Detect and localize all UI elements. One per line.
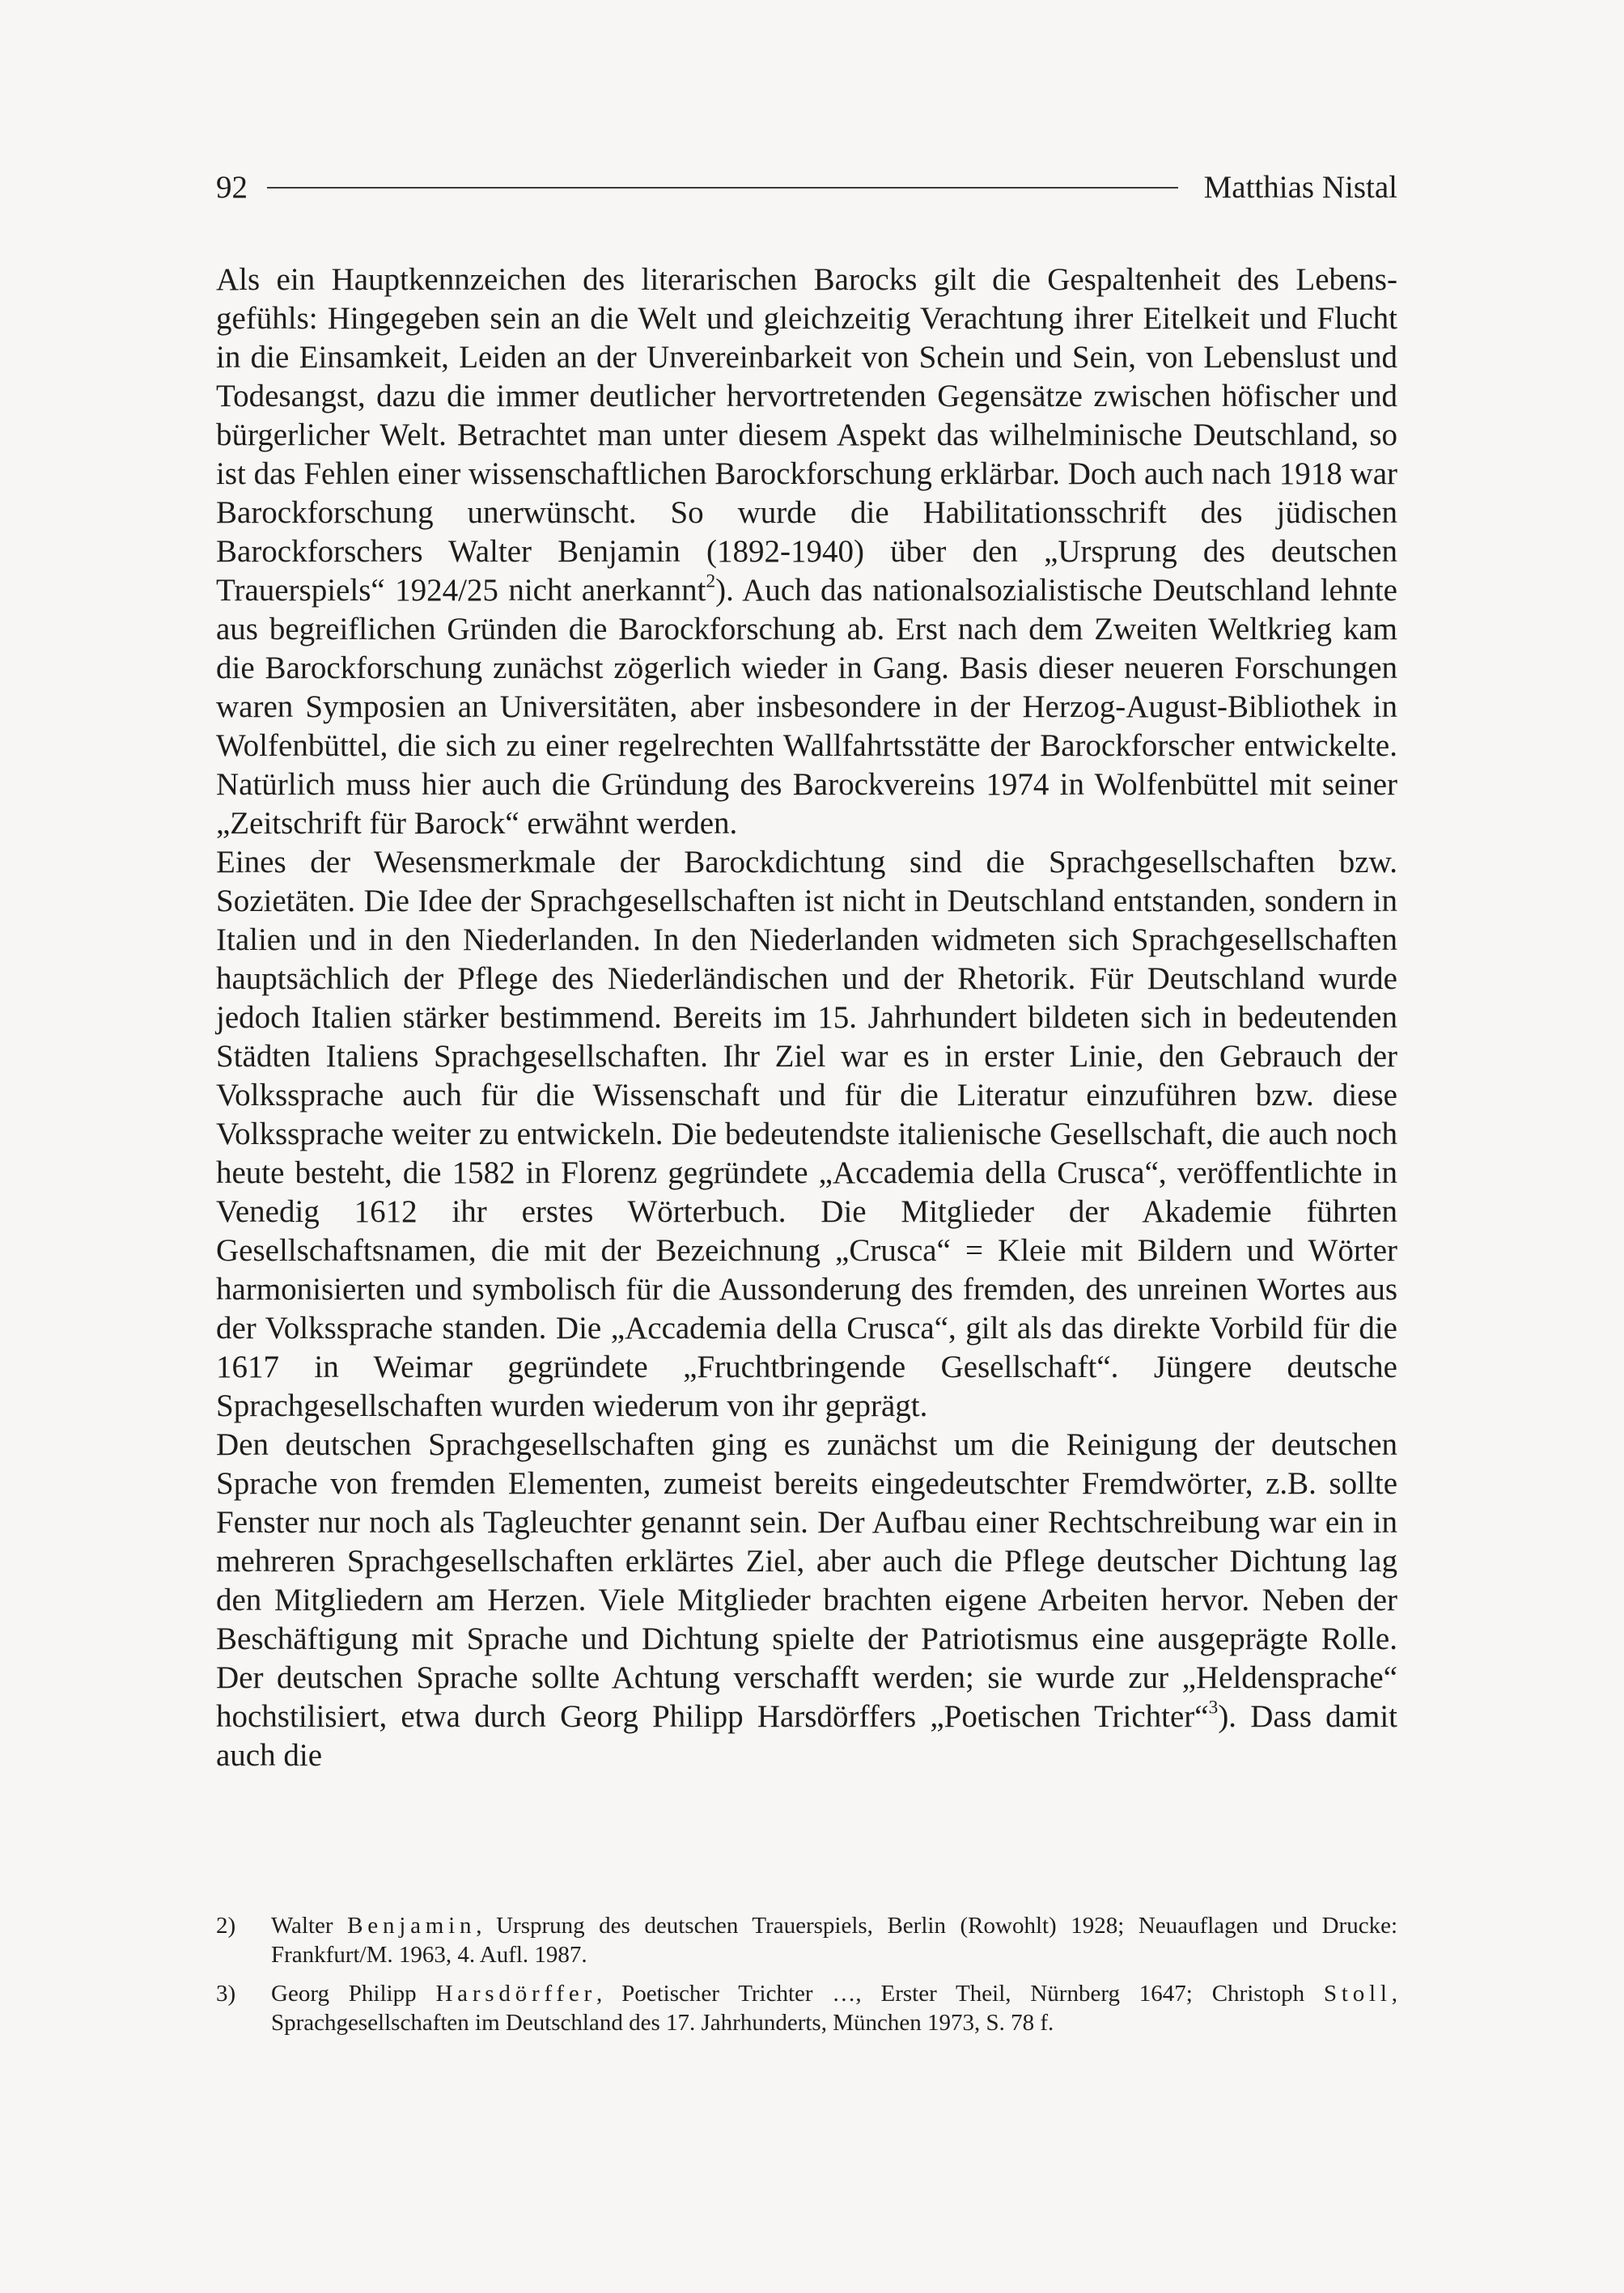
footnote-text-mid: , Poetischer Trichter …, Erster Theil, Nürnberg 1647; Christoph (596, 1981, 1324, 2007)
footnote-text-pre: Walter (271, 1913, 348, 1939)
footnote-text-post: , Ursprung des deutschen Trauerspiels, Berlin (Rowohlt) 1928; Neuauflagen und Drucke: Frankfurt/M. 1963, 4. Aufl. 1987. (271, 1913, 1397, 1968)
footnote-ref-3: 3 (1208, 1697, 1219, 1719)
footnote-author-name: Benjamin (347, 1913, 477, 1939)
main-text (216, 261, 1397, 1775)
page-number: 92 (216, 170, 248, 205)
paragraph-1-text-a: Als ein Hauptkennzeichen des literarischen Barocks gilt die Gespaltenheit des Lebensgefühls: Hingegeben sein an die Welt und gleichzeitig Verachtung ihrer Eitelkeit und Flucht in die Einsamkeit, Leiden an der Unvereinbarkeit von Schein und Sein, von Lebenslust und Todesangst, dazu die immer deutlicher hervortretenden Gegensätze zwischen höfischer und bürgerlicher Welt. Betrachtet man unter diesem Aspekt das wilhelminische Deutschland, so ist das Fehlen einer wissenschaftlichen Barockforschung erklärbar. Doch auch nach 1918 war Barockforschung unerwünscht. So wurde die Habilitationsschrift des jüdischen Barockforschers Walter Benjamin (1892-1940) über den „Ursprung des deutschen Trauerspiels“ 1924/25 nicht anerkannt (216, 262, 1397, 608)
footnote-author-name: Harsdörffer (435, 1981, 596, 2007)
header-rule (267, 187, 1178, 189)
footnote-2 (216, 1911, 1397, 1969)
footnote-number: 2) (216, 1913, 236, 1939)
paragraph-2: Eines der Wesensmerkmale der Barockdichtung sind die Sprachgesellschaften bzw. Sozietäten. Die Idee der Sprachgesellschaften ist nicht in Deutschland entstanden, sondern in Italien und in den Niederlanden. In den Niederlanden widmeten sich Sprachgesellschaften hauptsächlich der Pflege des Niederländischen und der Rhetorik. Für Deutschland wurde jedoch Italien stärker bestimmend. Bereits im 15. Jahrhundert bildeten sich in bedeutenden Städten Italiens Sprachgesellschaften. Ihr Ziel war es in erster Linie, den Gebrauch der Volkssprache auch für die Wissenschaft und für die Literatur einzuführen bzw. diese Volkssprache weiter zu entwickeln. Die bedeutendste italienische Gesellschaft, die auch noch heute besteht, die 1582 in Florenz gegründete „Accademia della Crusca“, veröffentlichte in Venedig 1612 ihr erstes Wörterbuch. Die Mitglieder der Akademie führten Gesellschaftsnamen, die mit der Bezeichnung „Crusca“ = Kleie mit Bildern und Wörter harmonisierten und symbolisch für die Aussonderung des fremden, des unreinen Wortes aus der Volkssprache standen. Die „Accademia della Crusca“, gilt als das direkte Vorbild für die 1617 in Weimar gegründete „Fruchtbringende Gesellschaft“. Jüngere deutsche Sprachgesellschaften wurden wiederum von ihr geprägt. (216, 845, 1397, 1423)
footnote-3 (216, 1979, 1397, 2037)
running-head-author: Matthias Nistal (1203, 170, 1397, 205)
paragraph-1-text-b: ). Auch das nationalsozialistische Deutschland lehnte aus begreiflichen Gründen die Barockforschung ab. Erst nach dem Zweiten Weltkrieg kam die Barockforschung zunächst zögerlich wieder in Gang. Basis dieser neueren Forschungen waren Symposien an Universitäten, aber insbesondere in der Herzog-August-Bibliothek in Wolfenbüttel, die sich zu einer regelrechten Wallfahrtsstätte der Barockforscher entwickelte. Natürlich muss hier auch die Gründung des Barockvereins 1974 in Wolfenbüttel mit seiner „Zeitschrift für Barock“ erwähnt werden. (216, 573, 1397, 841)
footnote-text-post: , Sprachgesellschaften im Deutschland des 17. Jahrhunderts, München 1973, S. 78 f. (271, 1981, 1398, 2036)
paragraph-1 (216, 261, 1397, 843)
footnote-text-pre: Georg Philipp (271, 1981, 436, 2007)
footnotes (216, 1911, 1397, 2047)
running-header (216, 163, 1397, 212)
footnote-ref-2: 2 (706, 570, 716, 592)
footnote-number: 3) (216, 1981, 236, 2007)
footnote-text (271, 1979, 1397, 2037)
footnote-text (271, 1911, 1397, 1969)
footnote-author-name-2: Stoll (1323, 1981, 1392, 2007)
paragraph-3 (216, 1426, 1397, 1775)
paragraph-3-text-a: Den deutschen Sprachgesellschaften ging es zunächst um die Reinigung der deutschen Sprache von fremden Elementen, zumeist bereits eingedeutschter Fremdwörter, z.B. sollte Fenster nur noch als Tagleuchter genannt sein. Der Aufbau einer Rechtschreibung war ein in mehreren Sprachgesellschaften erklärtes Ziel, aber auch die Pflege deutscher Dichtung lag den Mitgliedern am Herzen. Viele Mitglieder brachten eigene Arbeiten hervor. Neben der Beschäftigung mit Sprache und Dichtung spielte der Patriotismus eine ausgeprägte Rolle. Der deutschen Sprache sollte Achtung verschafft werden; sie wurde zur „Heldensprache“ hochstilisiert, etwa durch Georg Philipp Harsdörffers „Poetischen Trichter“ (216, 1427, 1397, 1734)
paragraph-3-text-b: ). Dass damit auch die (216, 1699, 1397, 1773)
